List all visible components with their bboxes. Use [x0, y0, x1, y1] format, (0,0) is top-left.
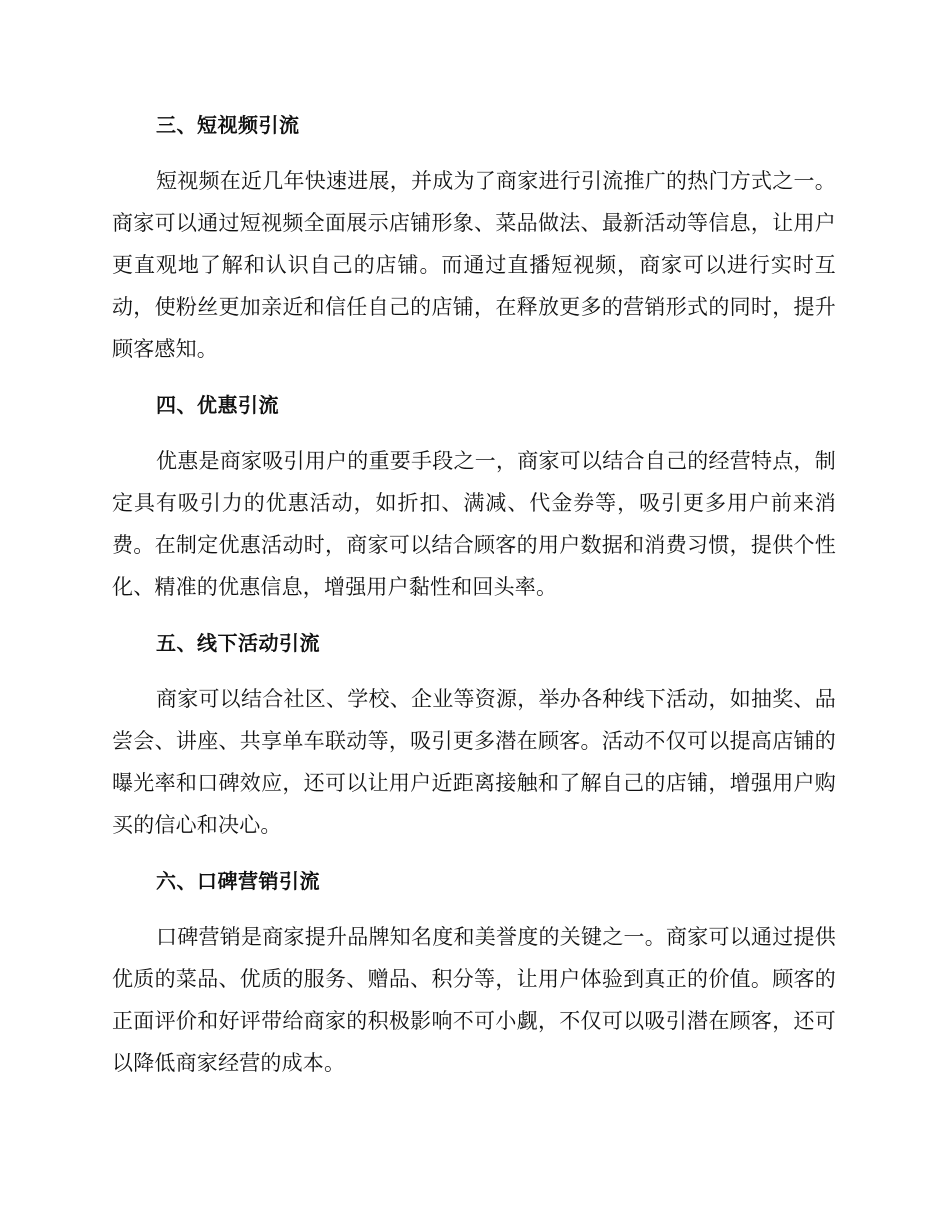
- section-paragraph: 商家可以结合社区、学校、企业等资源，举办各种线下活动，如抽奖、品尝会、讲座、共享单车联动等，吸引更多潜在顾客。活动不仅可以提高店铺的曝光率和口碑效应，还可以让用户近距离接触和了解自己的店铺，增强用户购买的信心和决心。: [112, 687, 836, 837]
- section-heading: 六、口碑营销引流: [156, 869, 320, 893]
- section-discount: [112, 384, 836, 608]
- section-offline-events: [112, 622, 836, 846]
- document-page: [112, 104, 836, 1098]
- section-heading: 五、线下活动引流: [156, 631, 320, 655]
- section-heading: 三、短视频引流: [156, 113, 300, 137]
- section-paragraph: 口碑营销是商家提升品牌知名度和美誉度的关键之一。商家可以通过提供优质的菜品、优质的服务、赠品、积分等，让用户体验到真正的价值。顾客的正面评价和好评带给商家的积极影响不可小觑，不仅可以吸引潜在顾客，还可以降低商家经营的成本。: [112, 925, 836, 1075]
- section-word-of-mouth: [112, 860, 836, 1084]
- section-paragraph: 短视频在近几年快速进展，并成为了商家进行引流推广的热门方式之一。商家可以通过短视频全面展示店铺形象、菜品做法、最新活动等信息，让用户更直观地了解和认识自己的店铺。而通过直播短视频，商家可以进行实时互动，使粉丝更加亲近和信任自己的店铺，在释放更多的营销形式的同时，提升顾客感知。: [112, 169, 836, 361]
- section-short-video: [112, 104, 836, 370]
- section-heading: 四、优惠引流: [156, 393, 279, 417]
- section-paragraph: 优惠是商家吸引用户的重要手段之一，商家可以结合自己的经营特点，制定具有吸引力的优惠活动，如折扣、满减、代金券等，吸引更多用户前来消费。在制定优惠活动时，商家可以结合顾客的用户数据和消费习惯，提供个性化、精准的优惠信息，增强用户黏性和回头率。: [112, 449, 836, 599]
